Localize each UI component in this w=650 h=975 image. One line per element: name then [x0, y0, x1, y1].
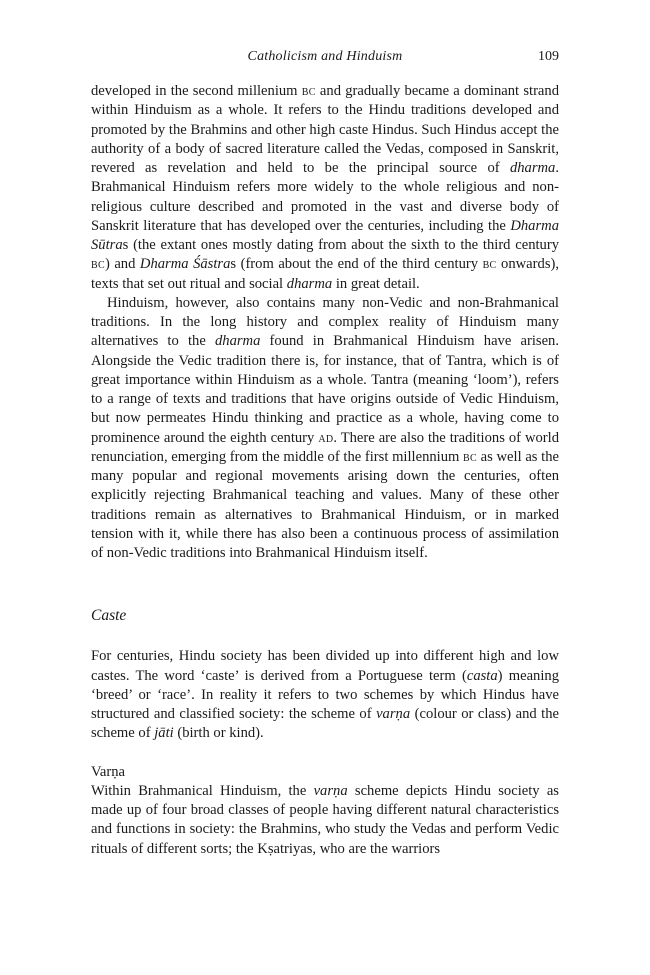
paragraph-caste: For centuries, Hindu society has been divided up into different high and low castes. The word ‘caste’ is derived from a Portuguese term (casta) meaning ‘breed’ or ‘race’. In reality it refers to two schemes by which Hindus have structured and classified society: the scheme of varṇa (colour or class) and the scheme of jāti (birth or kind).: [91, 648, 559, 742]
paragraph-traditions: Hinduism, however, also contains many non-Vedic and non-Brahmanical traditions. In the long history and complex reality of Hinduism many alternatives to the dharma found in Brahmanical Hinduism have arisen. Alongside the Vedic tradition there is, for instance, that of Tantra, which is of great importance within Hinduism as a whole. Tantra (meaning ‘loom’), refers to a range of texts and traditions that have origins outside of Vedic Hinduism, but now permeates Hindu thinking and practice as a whole, having come to prominence around the eighth century ad. There are also the traditions of world renunciation, emerging from the middle of the first millennium bc as well as the many popular and regional movements arising down the centuries, often explicitly rejecting Brahmanical teaching and values. Many of these other traditions remain as alternatives to Brahmanical Hinduism, or in marked tension with it, while there has also been a continuous process of assimilation of non-Vedic traditions into Brahmanical Hinduism itself.: [91, 294, 560, 561]
page-number: 109: [538, 49, 559, 64]
paragraph-continued: developed in the second millenium bc and gradually became a dominant strand within Hinduism as a whole. It refers to the Hindu traditions developed and promoted by the Brahmins and other high caste Hindus. Such Hindus accept the authority of a body of sacred literature called the Vedas, composed in Sanskrit, revered as revelation and held to be the principal source of dharma. Brahmanical Hinduism refers more widely to the whole religious and non-religious culture described and promoted in the vast and diverse body of Sanskrit literature that has developed over the centuries, including the Dharma Sūtras (the extant ones mostly dating from about the sixth to the third century bc) and Dharma Śāstras (from about the end of the third century bc onwards), texts that set out ritual and social dharma in great detail.: [91, 83, 560, 292]
body-text: [91, 82, 559, 859]
section-heading-caste: Caste: [91, 607, 127, 625]
subsection-heading-varna: Varṇa: [91, 763, 126, 780]
paragraph-varna: Within Brahmanical Hinduism, the varṇa scheme depicts Hindu society as made up of four broad classes of people having different natural characteristics and functions in society: the Brahmins, who study the Vedas and perform Vedic rituals of different sorts; the Kṣatriyas, who are the warriors: [91, 782, 559, 857]
running-title: Catholicism and Hinduism: [247, 49, 403, 64]
